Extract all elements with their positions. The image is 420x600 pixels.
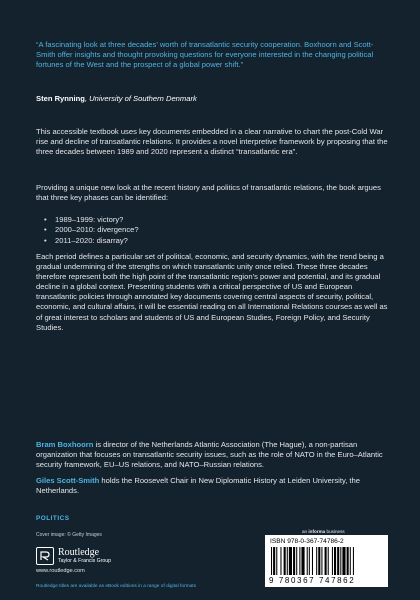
publisher-url: www.routledge.com	[36, 568, 85, 574]
barcode-bar	[325, 547, 327, 575]
author-name: Giles Scott-Smith	[36, 476, 100, 485]
barcode-bar	[301, 547, 304, 575]
barcode-bar	[340, 547, 341, 575]
routledge-logo-icon	[36, 547, 54, 565]
informa-brand: informa	[308, 529, 326, 534]
barcode-bar	[332, 547, 333, 575]
list-item: • 2000–2010: divergence?	[44, 225, 344, 235]
barcode-bar	[316, 547, 317, 575]
quote-text: “A fascinating look at three decades’ worth of transatlantic security cooperation. Boxhoorn and Scott-Smith offer insights and thought provoking questions for everyone interested in the changing political fortunes of the West and the prospect of a global power shift.”	[36, 40, 374, 70]
publisher-block	[36, 547, 176, 569]
barcode-bar	[299, 547, 300, 575]
author-name: Bram Boxhoorn	[36, 440, 94, 449]
barcode-bar	[350, 547, 351, 575]
description-paragraph-2: Providing a unique new look at the recent history and politics of transatlantic relations, the book argues that three key phases can be identified:	[36, 183, 381, 203]
barcode-digits: 9 780367 747862	[269, 576, 356, 585]
barcode-bar	[276, 547, 277, 575]
description-paragraph-3: Each period defines a particular set of political, economic, and security dynamics, with the trend being a gradual undermining of the strengths on which transatlantic unity once relied. These three decades therefore represent both the high point of the transatlantic region’s power and potential, and its gradual decline in a global context. Presenting students with a critical perspective of US and European transatlantic policies through annotated key documents covering central aspects of security, political, economic, and cultural affairs, it will be essential reading on all International Relations courses as well as of great interest to scholars and students of US and European Studies, Foreign Policy, and Security Studies.	[36, 252, 388, 332]
barcode-bar	[328, 547, 329, 575]
barcode-bar	[337, 547, 339, 575]
quote-author: Sten Rynning	[36, 94, 85, 103]
barcode-bar	[321, 547, 322, 575]
cover-image-credit: Cover image: © Getty Images	[36, 532, 102, 538]
barcode-bar	[280, 547, 281, 575]
author-bio-scott-smith	[36, 476, 388, 496]
quote-affiliation: , University of Southern Denmark	[84, 94, 197, 103]
barcode-bar	[334, 547, 336, 575]
barcode-bar	[293, 547, 295, 575]
barcode-bar	[342, 547, 345, 575]
endorsement-quote	[36, 40, 386, 71]
author-bio-boxhoorn	[36, 440, 388, 470]
description-paragraph-1: This accessible textbook uses key documents embedded in a clear narrative to chart the post-Cold War rise and decline of transatlantic relations. It provides a novel interpretive framework by proposing that the three decades between 1989 and 2020 represent a distinct “transatlantic era”.	[36, 127, 388, 157]
author-bio-text: holds the Roosevelt Chair in New Diplomatic History at Leiden University, the Netherlands.	[36, 476, 360, 496]
barcode-bar	[353, 547, 354, 575]
barcode-bar	[309, 547, 310, 575]
publisher-group: Taylor & Francis Group	[58, 558, 112, 564]
barcode-bar	[347, 547, 349, 575]
list-item: • 2011–2020: disarray?	[44, 236, 344, 246]
barcode-bar	[307, 547, 308, 575]
informa-business-label: an informa business	[302, 529, 345, 534]
barcode-bar	[287, 547, 288, 575]
barcode-bar	[271, 547, 272, 575]
barcode-bar	[318, 547, 320, 575]
quote-attribution	[36, 94, 386, 104]
barcode-panel	[265, 535, 388, 587]
barcode-bar	[289, 547, 292, 575]
barcode-bar	[273, 547, 275, 575]
barcode-icon	[271, 547, 382, 575]
isbn-number: ISBN 978-0-367-74786-2	[270, 538, 344, 545]
barcode-bar	[284, 547, 286, 575]
barcode-bar	[312, 547, 313, 575]
subject-category: POLITICS	[36, 515, 70, 522]
publisher-name: Routledge	[58, 547, 100, 558]
author-bio-text: is director of the Netherlands Atlantic Association (The Hague), a non-partisan organization that focuses on transatlantic security issues, such as the role of NATO in the Euro–Atlantic security framework, EU–US relations, and NATO–Russian relations.	[36, 440, 383, 470]
phase-list	[44, 215, 344, 246]
barcode-bar	[296, 547, 297, 575]
ebook-footnote: Routledge titles are available as eBook editions in a range of digital formats	[36, 584, 196, 589]
list-item: • 1989–1999: victory?	[44, 215, 344, 225]
